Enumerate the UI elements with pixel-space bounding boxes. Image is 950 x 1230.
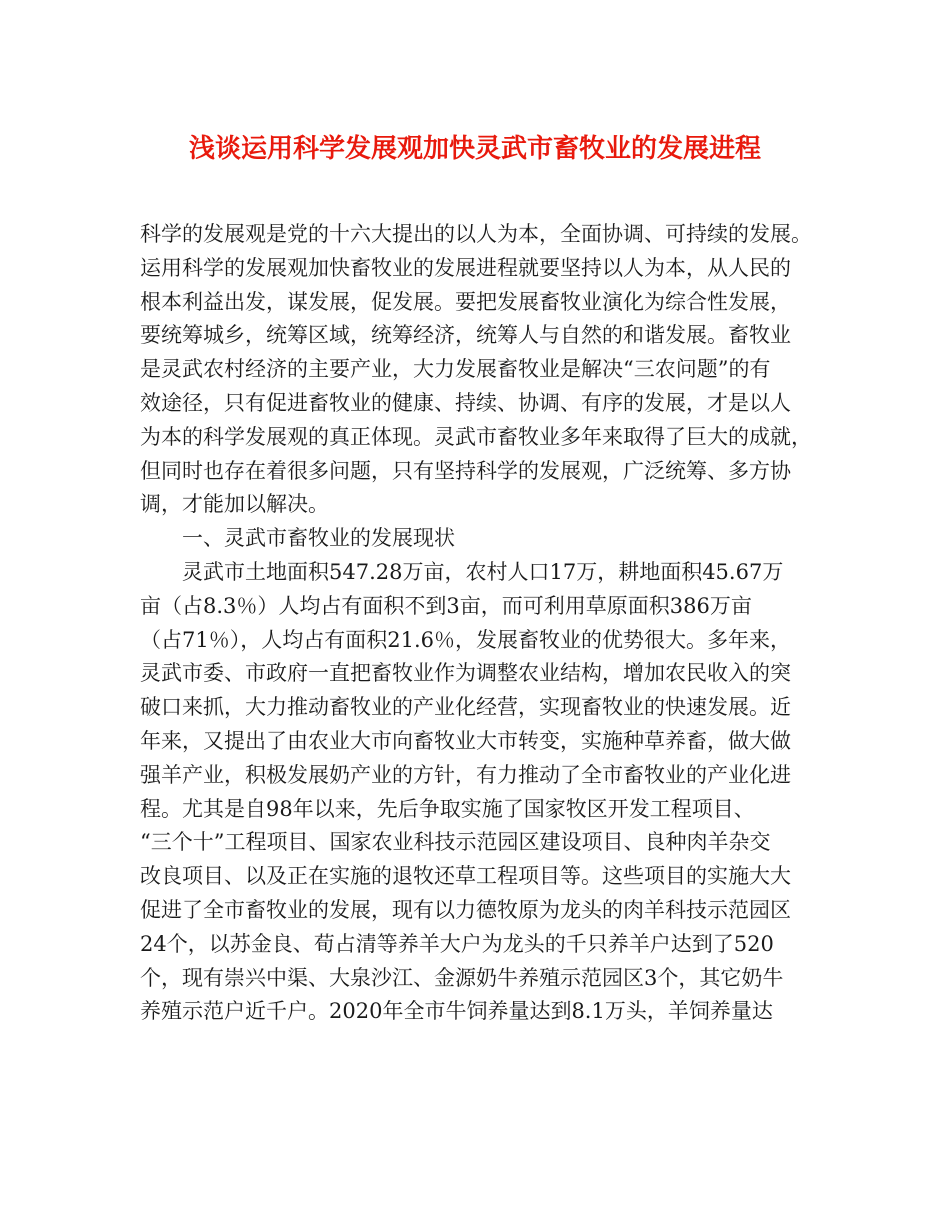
text-line: 是灵武农村经济的主要产业，大力发展畜牧业是解决“三农问题”的有 [140,357,771,382]
text-line: 一、灵武市畜牧业的发展现状 [182,526,455,551]
text-line: 亩（占8.3％）人均占有面积不到3亩，而可利用草原面积386万亩 [140,593,752,618]
text-line: 年来，又提出了由农业大市向畜牧业大市转变，实施种草养畜，做大做 [140,728,791,753]
text-line: 但同时也存在着很多问题，只有坚持科学的发展观，广泛统筹、多方协 [140,458,791,483]
text-line: 效途径，只有促进畜牧业的健康、持续、协调、有序的发展，才是以人 [140,390,791,415]
text-line: 促进了全市畜牧业的发展，现有以力德牧原为龙头的肉羊科技示范园区 [140,897,791,922]
text-line: 要统筹城乡，统筹区域，统筹经济，统筹人与自然的和谐发展。畜牧业 [140,323,791,348]
text-line: 强羊产业，积极发展奶产业的方针，有力推动了全市畜牧业的产业化进 [140,762,791,787]
text-line: “三个十”工程项目、国家农业科技示范园区建设项目、良种肉羊杂交 [140,830,771,855]
text-line: 24个，以苏金良、荀占清等养羊大户为龙头的千只养羊户达到了520 [140,931,774,956]
text-line: 个，现有崇兴中渠、大泉沙江、金源奶牛养殖示范园区3个，其它奶牛 [140,965,784,990]
text-line: 灵武市土地面积547.28万亩，农村人口17万，耕地面积45.67万 [182,559,784,584]
text-line: 破口来抓，大力推动畜牧业的产业化经营，实现畜牧业的快速发展。近 [140,695,791,720]
text-line: 调，才能加以解决。 [140,492,329,517]
document-body [140,218,830,1029]
text-line: 养殖示范户近千户。2020年全市牛饲养量达到8.1万头，羊饲养量达 [140,999,773,1024]
text-line: 运用科学的发展观加快畜牧业的发展进程就要坚持以人为本，从人民的 [140,255,791,280]
text-line: 灵武市委、市政府一直把畜牧业作为调整农业结构，增加农民收入的突 [140,661,791,686]
text-line: 程。尤其是自98年以来，先后争取实施了国家牧区开发工程项目、 [140,796,755,821]
text-line: 科学的发展观是党的十六大提出的以人为本，全面协调、可持续的发展。 [140,222,812,246]
text-line: 改良项目、以及正在实施的退牧还草工程项目等。这些项目的实施大大 [140,864,791,889]
document-title: 浅谈运用科学发展观加快灵武市畜牧业的发展进程 [188,134,761,164]
text-line: 为本的科学发展观的真正体现。灵武市畜牧业多年来取得了巨大的成就， [140,424,812,449]
text-line: （占71％），人均占有面积21.6％，发展畜牧业的优势很大。多年来， [140,627,791,652]
text-line: 根本利益出发，谋发展，促发展。要把发展畜牧业演化为综合性发展， [140,289,791,314]
